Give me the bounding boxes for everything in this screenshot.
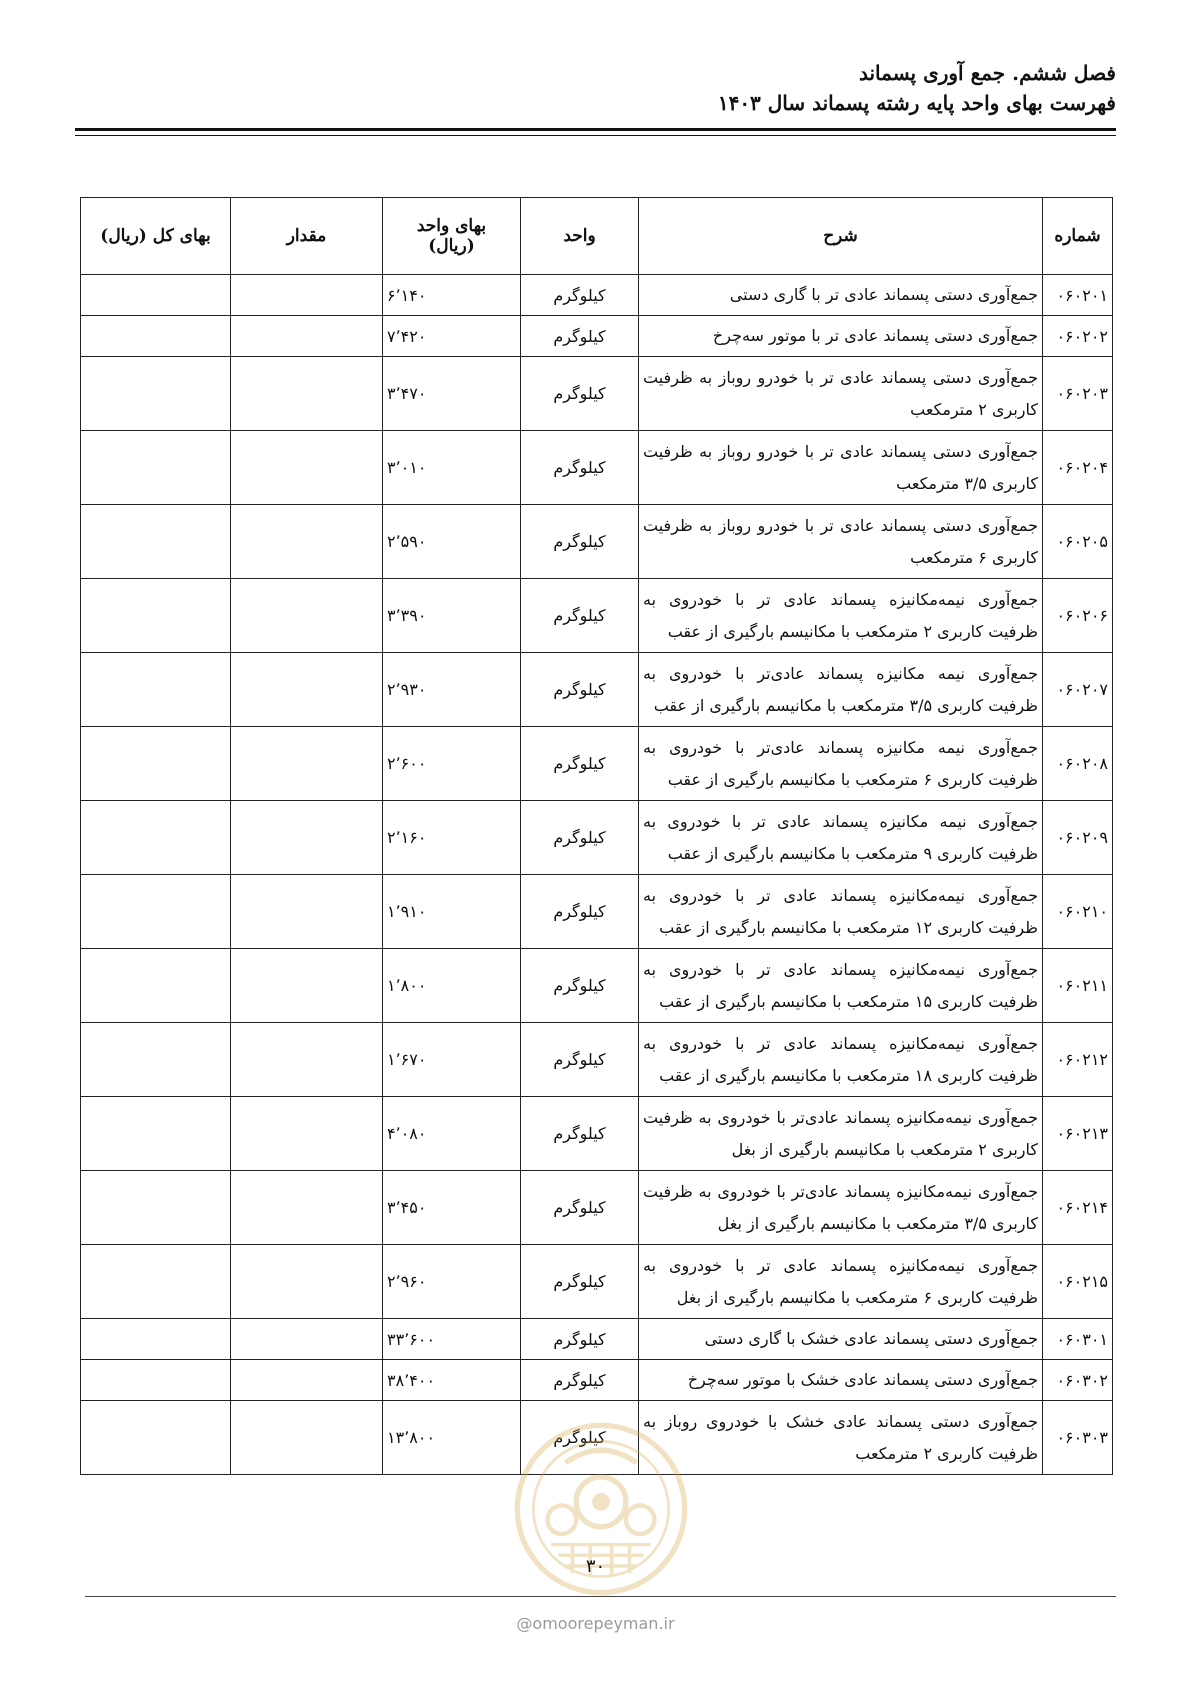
item-unit-price: ۲٬۶۰۰ — [383, 727, 521, 801]
table-row — [81, 1319, 1113, 1360]
table-row — [81, 505, 1113, 579]
item-description: جمع‌آوری دستی پسماند عادی خشک با موتور سه‌چرخ — [639, 1360, 1043, 1401]
header-divider-thick — [75, 128, 1116, 131]
item-quantity — [231, 875, 383, 949]
table-row — [81, 1360, 1113, 1401]
item-number: ۰۶۰۲۱۲ — [1043, 1023, 1113, 1097]
item-unit: کیلوگرم — [521, 316, 639, 357]
item-quantity — [231, 579, 383, 653]
item-description: جمع‌آوری نیمه‌مکانیزه پسماند عادی تر با خودروی به ظرفیت کاربری ۱۲ مترمکعب با مکانیسم بارگیری از عقب — [639, 875, 1043, 949]
item-total-price — [81, 275, 231, 316]
table-row — [81, 275, 1113, 316]
item-total-price — [81, 875, 231, 949]
page-header — [718, 58, 1116, 118]
item-unit-price: ۷٬۴۲۰ — [383, 316, 521, 357]
table-row — [81, 1245, 1113, 1319]
item-unit-price: ۲٬۵۹۰ — [383, 505, 521, 579]
item-description: جمع‌آوری دستی پسماند عادی خشک با گاری دستی — [639, 1319, 1043, 1360]
item-total-price — [81, 1097, 231, 1171]
footer-website[interactable]: @omoorepeyman.ir — [516, 1614, 675, 1633]
item-quantity — [231, 1097, 383, 1171]
column-header-description: شرح — [639, 198, 1043, 275]
item-number: ۰۶۰۲۰۲ — [1043, 316, 1113, 357]
price-list-title: فهرست بهای واحد پایه رشته پسماند سال ۱۴۰۳ — [717, 91, 1116, 115]
chapter-title: فصل ششم. جمع آوری پسماند — [858, 61, 1116, 85]
price-table — [80, 197, 1113, 1475]
item-number: ۰۶۰۲۰۸ — [1043, 727, 1113, 801]
item-unit-price: ۳٬۴۵۰ — [383, 1171, 521, 1245]
item-quantity — [231, 275, 383, 316]
item-unit: کیلوگرم — [521, 1171, 639, 1245]
item-unit-price: ۱٬۸۰۰ — [383, 949, 521, 1023]
item-description: جمع‌آوری دستی پسماند عادی تر با گاری دستی — [639, 275, 1043, 316]
item-unit-price: ۳٬۳۹۰ — [383, 579, 521, 653]
item-description: جمع‌آوری دستی پسماند عادی خشک با خودروی روباز به ظرفیت کاربری ۲ مترمکعب — [639, 1401, 1043, 1475]
item-unit-price: ۲٬۱۶۰ — [383, 801, 521, 875]
table-row — [81, 316, 1113, 357]
table-row — [81, 431, 1113, 505]
item-unit-price: ۴٬۰۸۰ — [383, 1097, 521, 1171]
item-total-price — [81, 949, 231, 1023]
item-number: ۰۶۰۲۰۳ — [1043, 357, 1113, 431]
item-unit: کیلوگرم — [521, 579, 639, 653]
item-total-price — [81, 1023, 231, 1097]
item-description: جمع‌آوری نیمه مکانیزه پسماند عادی‌تر با خودروی به ظرفیت کاربری ۳/۵ مترمکعب با مکانیسم بارگیری از عقب — [639, 653, 1043, 727]
item-unit-price: ۱٬۹۱۰ — [383, 875, 521, 949]
item-number: ۰۶۰۲۱۴ — [1043, 1171, 1113, 1245]
item-number: ۰۶۰۳۰۳ — [1043, 1401, 1113, 1475]
item-unit: کیلوگرم — [521, 1360, 639, 1401]
table-row — [81, 875, 1113, 949]
item-description: جمع‌آوری دستی پسماند عادی تر با خودرو روباز به ظرفیت کاربری ۳/۵ مترمکعب — [639, 431, 1043, 505]
item-quantity — [231, 505, 383, 579]
item-unit: کیلوگرم — [521, 1097, 639, 1171]
item-description: جمع‌آوری نیمه‌مکانیزه پسماند عادی تر با خودروی به ظرفیت کاربری ۱۸ مترمکعب با مکانیسم بارگیری از عقب — [639, 1023, 1043, 1097]
item-number: ۰۶۰۲۰۱ — [1043, 275, 1113, 316]
item-quantity — [231, 801, 383, 875]
item-total-price — [81, 801, 231, 875]
item-quantity — [231, 1171, 383, 1245]
item-unit: کیلوگرم — [521, 949, 639, 1023]
item-quantity — [231, 431, 383, 505]
table-row — [81, 727, 1113, 801]
item-total-price — [81, 505, 231, 579]
item-description: جمع‌آوری نیمه‌مکانیزه پسماند عادی تر با خودروی به ظرفیت کاربری ۱۵ مترمکعب با مکانیسم بارگیری از عقب — [639, 949, 1043, 1023]
item-number: ۰۶۰۲۱۳ — [1043, 1097, 1113, 1171]
item-unit: کیلوگرم — [521, 1401, 639, 1475]
item-number: ۰۶۰۲۰۵ — [1043, 505, 1113, 579]
table-row — [81, 579, 1113, 653]
item-unit-price: ۳٬۰۱۰ — [383, 431, 521, 505]
item-description: جمع‌آوری دستی پسماند عادی تر با موتور سه‌چرخ — [639, 316, 1043, 357]
table-row — [81, 357, 1113, 431]
table-row — [81, 1171, 1113, 1245]
item-number: ۰۶۰۳۰۱ — [1043, 1319, 1113, 1360]
table-row — [81, 1023, 1113, 1097]
item-total-price — [81, 579, 231, 653]
table-row — [81, 949, 1113, 1023]
item-unit: کیلوگرم — [521, 653, 639, 727]
item-quantity — [231, 1319, 383, 1360]
item-number: ۰۶۰۲۰۴ — [1043, 431, 1113, 505]
item-quantity — [231, 1360, 383, 1401]
table-body — [81, 275, 1113, 1475]
item-quantity — [231, 949, 383, 1023]
item-quantity — [231, 1245, 383, 1319]
item-unit: کیلوگرم — [521, 727, 639, 801]
item-total-price — [81, 1360, 231, 1401]
item-description: جمع‌آوری نیمه مکانیزه پسماند عادی‌تر با خودروی به ظرفیت کاربری ۶ مترمکعب با مکانیسم بارگیری از عقب — [639, 727, 1043, 801]
item-number: ۰۶۰۳۰۲ — [1043, 1360, 1113, 1401]
item-total-price — [81, 431, 231, 505]
item-unit: کیلوگرم — [521, 1245, 639, 1319]
item-quantity — [231, 316, 383, 357]
item-unit-price: ۳٬۴۷۰ — [383, 357, 521, 431]
unit-price-label: بهای واحد — [416, 216, 487, 236]
item-number: ۰۶۰۲۱۱ — [1043, 949, 1113, 1023]
item-unit-price: ۳۸٬۴۰۰ — [383, 1360, 521, 1401]
item-description: جمع‌آوری نیمه‌مکانیزه پسماند عادی تر با خودروی به ظرفیت کاربری ۲ مترمکعب با مکانیسم بارگیری از عقب — [639, 579, 1043, 653]
item-unit-price: ۲٬۹۶۰ — [383, 1245, 521, 1319]
item-unit: کیلوگرم — [521, 875, 639, 949]
item-total-price — [81, 1401, 231, 1475]
item-unit-price: ۶٬۱۴۰ — [383, 275, 521, 316]
table-header — [81, 198, 1113, 275]
item-quantity — [231, 727, 383, 801]
item-total-price — [81, 1171, 231, 1245]
item-quantity — [231, 357, 383, 431]
footer-divider — [85, 1596, 1116, 1597]
item-unit: کیلوگرم — [521, 1319, 639, 1360]
item-description: جمع‌آوری نیمه مکانیزه پسماند عادی تر با خودروی به ظرفیت کاربری ۹ مترمکعب با مکانیسم بارگیری از عقب — [639, 801, 1043, 875]
item-unit-price: ۱٬۶۷۰ — [383, 1023, 521, 1097]
item-description: جمع‌آوری نیمه‌مکانیزه پسماند عادی‌تر با خودروی به ظرفیت کاربری ۲ مترمکعب با مکانیسم بارگیری از بغل — [639, 1097, 1043, 1171]
item-description: جمع‌آوری دستی پسماند عادی تر با خودرو روباز به ظرفیت کاربری ۶ مترمکعب — [639, 505, 1043, 579]
item-unit: کیلوگرم — [521, 275, 639, 316]
item-number: ۰۶۰۲۰۹ — [1043, 801, 1113, 875]
item-description: جمع‌آوری نیمه‌مکانیزه پسماند عادی تر با خودروی به ظرفیت کاربری ۶ مترمکعب با مکانیسم بارگیری از بغل — [639, 1245, 1043, 1319]
item-description: جمع‌آوری دستی پسماند عادی تر با خودرو روباز به ظرفیت کاربری ۲ مترمکعب — [639, 357, 1043, 431]
item-unit: کیلوگرم — [521, 1023, 639, 1097]
item-quantity — [231, 1023, 383, 1097]
page-number: ۳۰ — [585, 1556, 606, 1577]
item-unit-price: ۱۳٬۸۰۰ — [383, 1401, 521, 1475]
item-unit: کیلوگرم — [521, 505, 639, 579]
item-unit-price: ۲٬۹۳۰ — [383, 653, 521, 727]
table-row — [81, 653, 1113, 727]
item-unit: کیلوگرم — [521, 431, 639, 505]
item-unit: کیلوگرم — [521, 801, 639, 875]
column-header-total-price: بهای کل (ریال) — [81, 198, 231, 275]
table-row — [81, 1097, 1113, 1171]
item-total-price — [81, 316, 231, 357]
column-header-unit-price — [383, 198, 521, 275]
item-total-price — [81, 1245, 231, 1319]
item-quantity — [231, 1401, 383, 1475]
item-description: جمع‌آوری نیمه‌مکانیزه پسماند عادی‌تر با خودروی به ظرفیت کاربری ۳/۵ مترمکعب با مکانیسم بارگیری از بغل — [639, 1171, 1043, 1245]
item-number: ۰۶۰۲۰۶ — [1043, 579, 1113, 653]
item-total-price — [81, 727, 231, 801]
item-quantity — [231, 653, 383, 727]
item-total-price — [81, 653, 231, 727]
column-header-unit: واحد — [521, 198, 639, 275]
item-number: ۰۶۰۲۱۵ — [1043, 1245, 1113, 1319]
item-number: ۰۶۰۲۱۰ — [1043, 875, 1113, 949]
table-row — [81, 801, 1113, 875]
item-total-price — [81, 357, 231, 431]
item-unit-price: ۳۳٬۶۰۰ — [383, 1319, 521, 1360]
item-number: ۰۶۰۲۰۷ — [1043, 653, 1113, 727]
column-header-quantity: مقدار — [231, 198, 383, 275]
header-divider-thin — [75, 135, 1116, 136]
item-total-price — [81, 1319, 231, 1360]
item-unit: کیلوگرم — [521, 357, 639, 431]
unit-price-currency: (ریال) — [428, 236, 475, 256]
column-header-number: شماره — [1043, 198, 1113, 275]
